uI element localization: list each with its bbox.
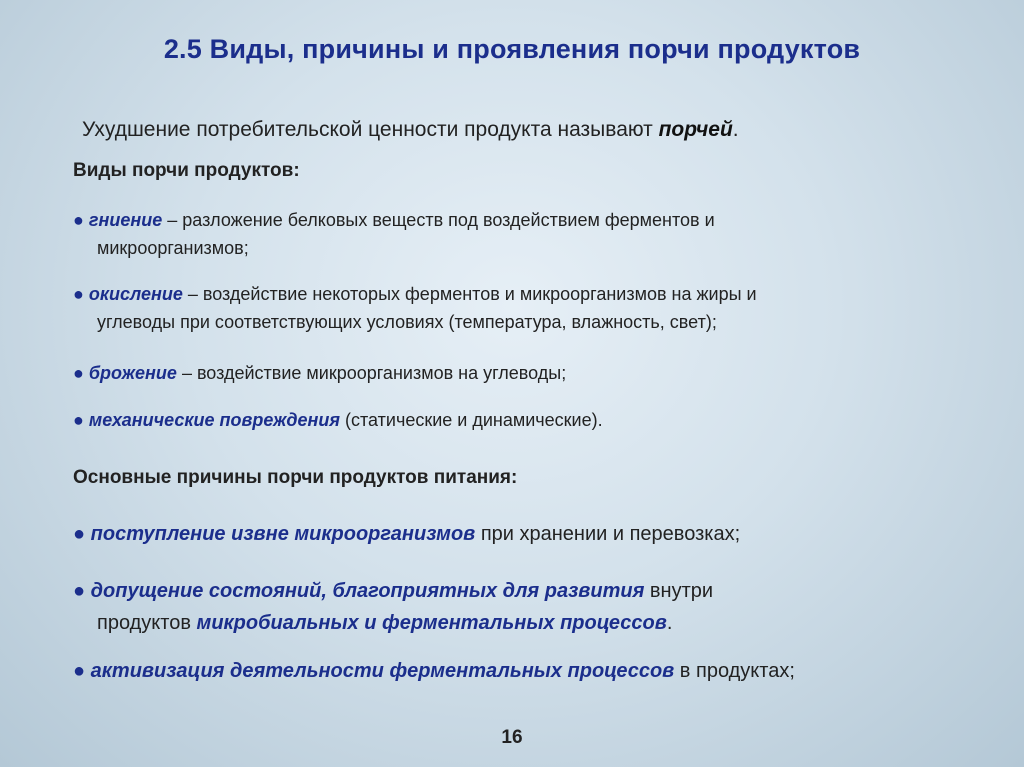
intro-definition	[82, 118, 739, 142]
type-text: – воздействие микроорганизмов на углеводы;	[176, 363, 567, 383]
bullet: ●	[73, 363, 84, 383]
type-item-putrefaction	[73, 206, 715, 262]
type-item-oxidation	[73, 280, 757, 336]
type-text: (статические и динамические).	[340, 410, 603, 430]
intro-text: Ухудшение потребительской ценности продукта называют	[82, 118, 659, 141]
causes-heading: Основные причины порчи продуктов питания:	[73, 467, 518, 488]
cause-text-2: продуктов	[97, 612, 197, 634]
bullet: ●	[73, 523, 86, 545]
intro-term: порчей	[658, 118, 733, 141]
type-text: – воздействие некоторых ферментов и микроорганизмов на жиры и	[182, 284, 757, 304]
type-text: – разложение белковых веществ под воздействием ферментов и	[162, 210, 715, 230]
cause-item-enzymatic-activity	[73, 655, 795, 687]
types-heading: Виды порчи продуктов:	[73, 160, 300, 181]
type-text-continued: углеводы при соответствующих условиях (температура, влажность, свет);	[97, 312, 717, 332]
type-term: окисление	[88, 284, 183, 304]
cause-text-continued	[73, 607, 713, 639]
page-number: 16	[501, 727, 523, 748]
cause-text: в продуктах;	[674, 660, 795, 682]
cause-text: при хранении и перевозках;	[475, 523, 741, 545]
intro-end: .	[732, 118, 739, 141]
cause-term: поступление извне микроорганизмов	[90, 523, 476, 545]
bullet: ●	[73, 660, 86, 682]
cause-end: .	[666, 612, 673, 634]
type-item-fermentation	[73, 359, 566, 387]
slide-title: 2.5 Виды, причины и проявления порчи продуктов	[163, 34, 861, 64]
cause-item-microorganisms	[73, 518, 740, 550]
cause-term: активизация деятельности ферментальных процессов	[90, 660, 675, 682]
cause-item-favorable-states	[73, 575, 713, 639]
cause-term-2: микробиальных и ферментальных процессов	[196, 612, 667, 634]
type-item-mechanical	[73, 406, 603, 434]
cause-text: внутри	[644, 580, 714, 602]
bullet: ●	[73, 284, 84, 304]
type-text-continued: микроорганизмов;	[97, 238, 249, 258]
type-term: брожение	[88, 363, 177, 383]
bullet: ●	[73, 410, 84, 430]
type-term: гниение	[88, 210, 163, 230]
cause-term: допущение состояний, благоприятных для развития	[90, 580, 645, 602]
type-term: механические повреждения	[88, 410, 340, 430]
bullet: ●	[73, 210, 84, 230]
bullet: ●	[73, 580, 86, 602]
